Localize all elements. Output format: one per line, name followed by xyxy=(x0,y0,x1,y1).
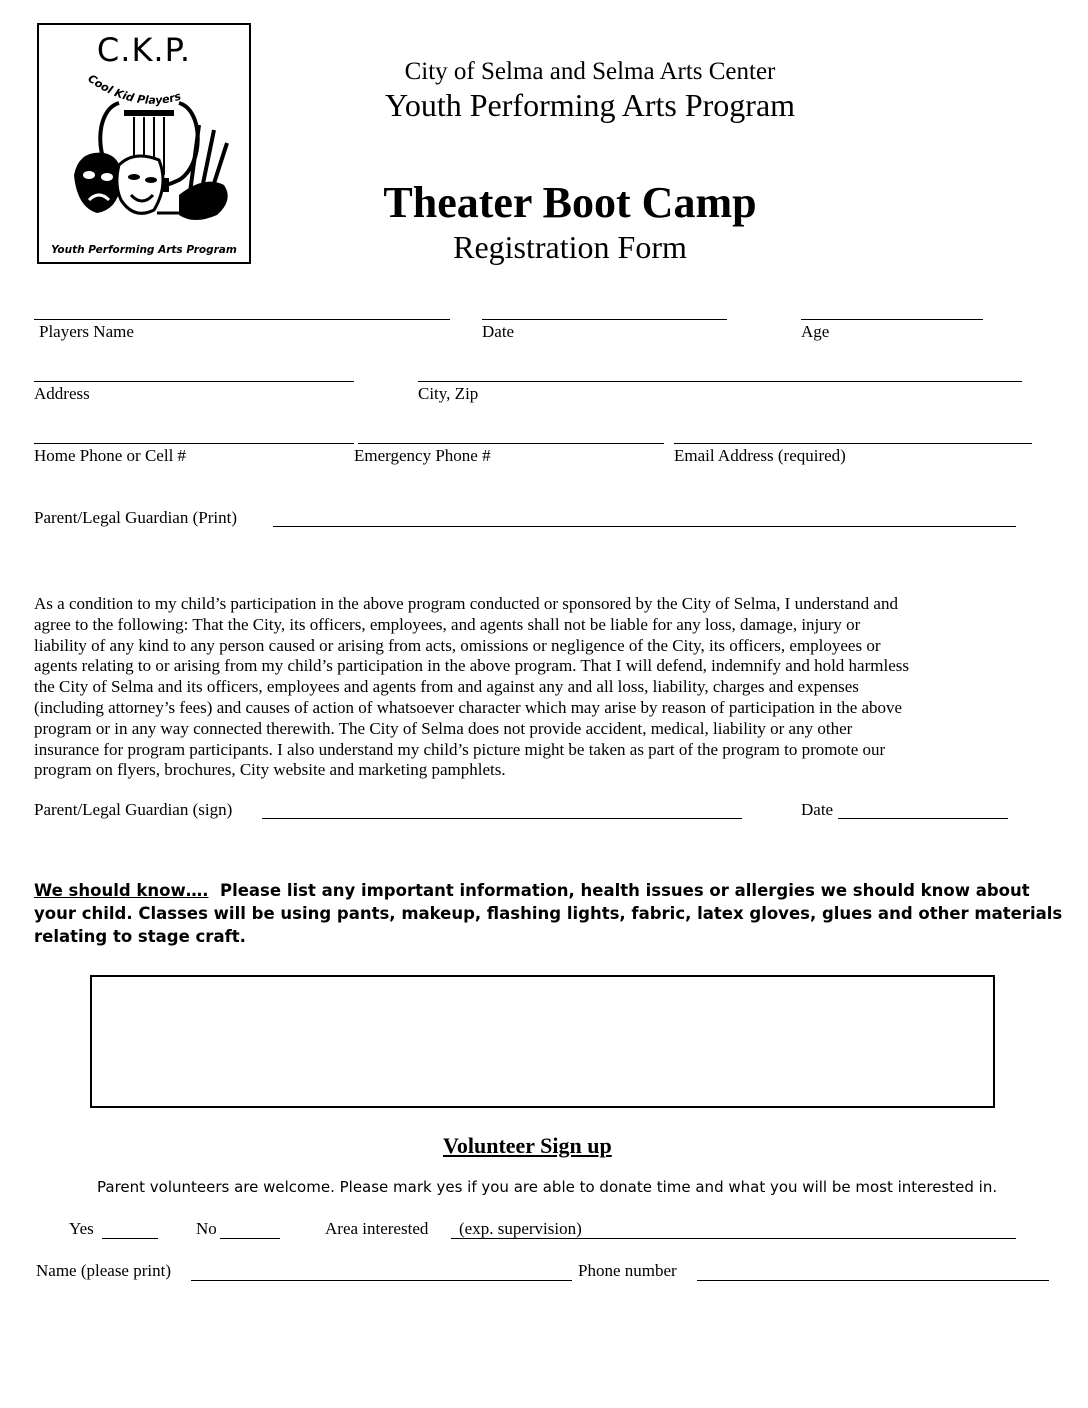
waiver-line: the City of Selma and its officers, employees and agents from and against any and all loss, liability, charges and expenses xyxy=(34,677,859,697)
waiver-line: program or in any way connected therewith. The City of Selma does not provide accident, medical, liability or any other xyxy=(34,718,853,738)
phone-number-label: Phone number xyxy=(578,1261,677,1280)
city-zip-line[interactable] xyxy=(418,381,1022,382)
should-know-line3: relating to stage craft. xyxy=(34,927,246,946)
logo-initials: C.K.P. xyxy=(96,31,192,69)
volunteer-name-line[interactable] xyxy=(191,1280,572,1281)
area-interested-label: Area interested xyxy=(325,1219,429,1238)
email-line[interactable] xyxy=(674,443,1032,444)
health-info-box[interactable] xyxy=(90,975,995,1108)
logo-arc-text: Cool Kid Players xyxy=(85,71,183,107)
players-name-line[interactable] xyxy=(34,319,450,320)
waiver-line: insurance for program participants. I also understand my child’s picture might be taken as part of the program to promote our xyxy=(34,739,886,759)
svg-text:Cool Kid Players xyxy=(85,72,183,107)
program-name: Youth Performing Arts Program xyxy=(384,87,796,123)
emergency-phone-label: Emergency Phone # xyxy=(354,446,491,465)
emergency-phone-line[interactable] xyxy=(358,443,664,444)
volunteer-name-label: Name (please print) xyxy=(36,1261,171,1280)
ckp-logo xyxy=(37,23,251,264)
guardian-print-label: Parent/Legal Guardian (Print) xyxy=(34,508,237,527)
guardian-sign-label: Parent/Legal Guardian (sign) xyxy=(34,800,233,819)
players-name-label: Players Name xyxy=(39,322,134,341)
yes-label: Yes xyxy=(69,1219,94,1238)
no-line[interactable] xyxy=(220,1238,280,1239)
organization-name: City of Selma and Selma Arts Center xyxy=(404,58,776,85)
area-example: (exp. supervision) xyxy=(459,1219,582,1238)
address-line[interactable] xyxy=(34,381,354,382)
waiver-line: liability of any kind to any person caused or arising from acts, omissions or negligence of the City, its officers, employees or xyxy=(34,635,881,655)
sign-date-line[interactable] xyxy=(838,818,1008,819)
home-phone-label: Home Phone or Cell # xyxy=(34,446,187,465)
waiver-line: (including attorney’s fees) and causes of action of whatsoever character which may arise by reason of participation in the above xyxy=(34,697,903,717)
logo-graphic xyxy=(39,25,253,266)
age-label: Age xyxy=(801,322,830,341)
home-phone-line[interactable] xyxy=(34,443,354,444)
volunteer-title: Volunteer Sign up xyxy=(443,1133,612,1158)
palette-brushes-icon xyxy=(157,125,228,220)
health-info-instructions xyxy=(34,879,1063,948)
waiver-line: program on flyers, brochures, City website and marketing pamphlets. xyxy=(34,760,506,780)
date-label: Date xyxy=(482,322,515,341)
waiver-line: agree to the following: That the City, its officers, employees, and agents shall not be liable for any loss, damage, injury or xyxy=(34,614,861,634)
guardian-sign-line[interactable] xyxy=(262,818,742,819)
waiver-paragraph xyxy=(34,594,1058,781)
phone-number-line[interactable] xyxy=(697,1280,1049,1281)
waiver-line: As a condition to my child’s participation in the above program conducted or sponsored by the City of Selma, I understand and xyxy=(34,594,898,613)
logo-caption: Youth Performing Arts Program xyxy=(51,244,237,256)
no-label: No xyxy=(196,1219,217,1238)
yes-line[interactable] xyxy=(102,1238,158,1239)
should-know-line2: your child. Classes will be using pants, makeup, flashing lights, fabric, latex gloves, glues and other materials xyxy=(34,904,1063,923)
sign-date-label: Date xyxy=(801,800,834,819)
should-know-heading: We should know…. xyxy=(34,881,209,900)
date-line[interactable] xyxy=(482,319,727,320)
city-zip-label: City, Zip xyxy=(418,384,479,403)
form-title: Theater Boot Camp xyxy=(383,178,757,227)
age-line[interactable] xyxy=(801,319,983,320)
should-know-line1: Please list any important information, health issues or allergies we should know about xyxy=(219,881,1030,900)
volunteer-text: Parent volunteers are welcome. Please mark yes if you are able to donate time and what you will be most interested in. xyxy=(97,1178,998,1196)
form-subtitle: Registration Form xyxy=(453,229,687,265)
guardian-print-line[interactable] xyxy=(273,526,1016,527)
theater-masks-icon xyxy=(74,153,163,214)
waiver-line: agents relating to or arising from my child’s participation in the above program. That I will defend, indemnify and hold harmless xyxy=(34,656,909,676)
address-label: Address xyxy=(34,384,90,403)
email-label: Email Address (required) xyxy=(674,446,846,465)
